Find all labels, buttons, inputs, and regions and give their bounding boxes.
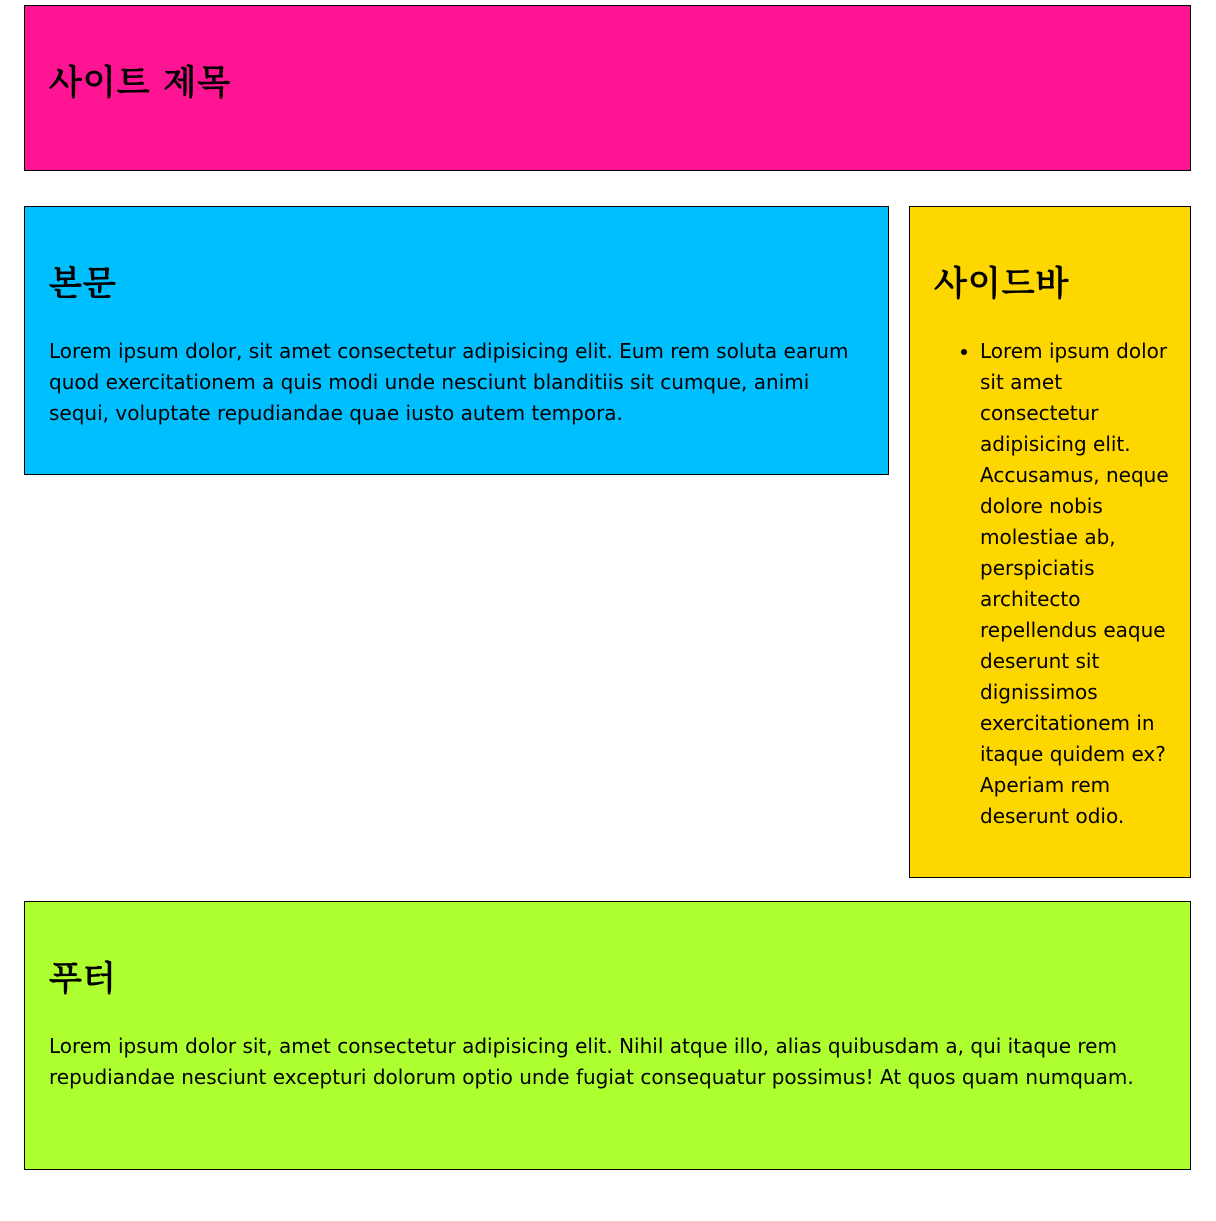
sidebar-list bbox=[934, 336, 1184, 832]
sidebar-heading: 사이드바 bbox=[934, 264, 1070, 304]
site-header bbox=[24, 5, 1191, 171]
site-footer bbox=[24, 901, 1191, 1170]
footer-paragraph: Lorem ipsum dolor sit, amet consectetur adipisicing elit. Nihil atque illo, alias quibusdam a, qui itaque rem repudiandae nesciunt excepturi dolorum optio unde fugiat consequatur possimus! At quos quam numquam. bbox=[49, 1034, 1134, 1089]
footer-heading: 푸터 bbox=[49, 959, 117, 999]
sidebar-list-item: • Lorem ipsum dolor sit amet consectetur adipisicing elit. Accusamus, neque dolore nobis molestiae ab, perspiciatis architecto repellendus eaque deserunt sit dignissimos exercitationem in itaque quidem ex? Aperiam rem deserunt odio. bbox=[980, 336, 1184, 832]
main-content bbox=[24, 206, 889, 475]
sidebar bbox=[909, 206, 1191, 878]
main-paragraph: Lorem ipsum dolor, sit amet consectetur adipisicing elit. Eum rem soluta earum quod exercitationem a quis modi unde nesciunt blanditiis sit cumque, animi sequi, voluptate repudiandae quae iusto autem tempora. bbox=[49, 339, 849, 425]
site-title: 사이트 제목 bbox=[49, 63, 232, 103]
main-heading: 본문 bbox=[49, 264, 117, 304]
